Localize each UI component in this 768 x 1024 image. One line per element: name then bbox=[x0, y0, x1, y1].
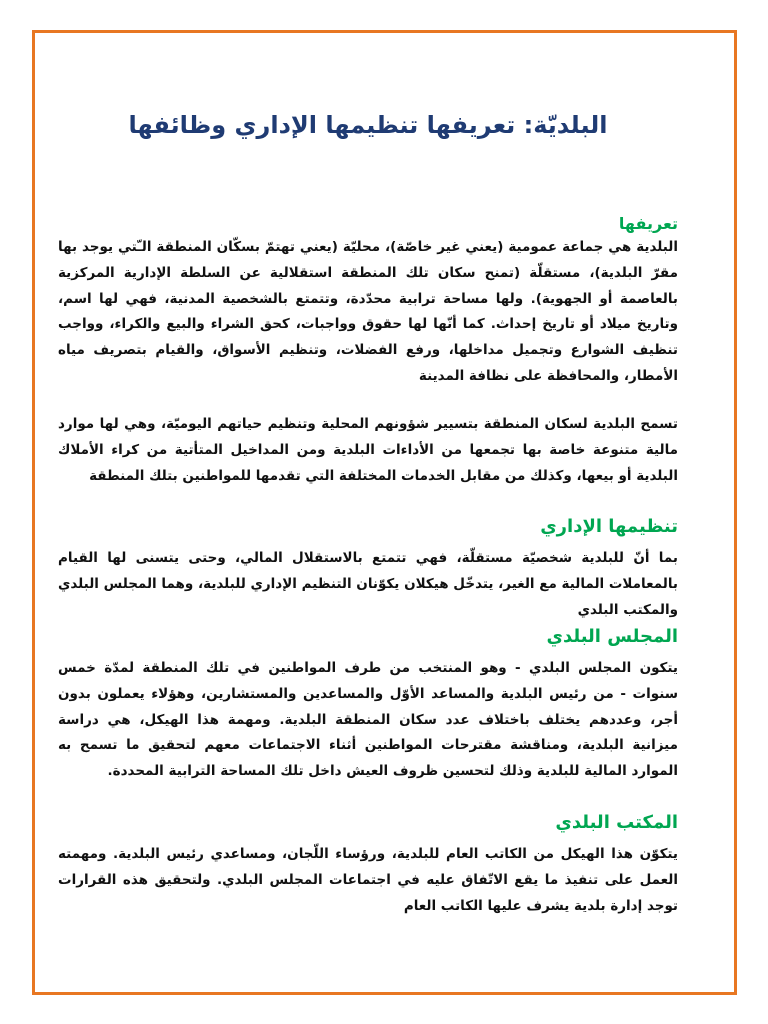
section-heading-office: المكتب البلدي bbox=[555, 812, 678, 833]
definition-paragraph-1: البلدية هي جماعة عمومية (يعني غير خاصّة)، محليّة (يعني تهتمّ بسكّان المنطقة الـّتي يوجد بها مقرّ البلدية)، مستقلّة (تمنح سكان تلك المنطقة استقلالية عن السلطة الإدارية المركزية بالعاصمة أو الجهوية). ولها مساحة ترابية محدّدة، وتتمتع بالشخصية المدنية، فهي لها اسم، وتاريخ ميلاد أو تاريخ إحداث. كما أنّها لها حقوق وواجبات، كحق الشراء والبيع والكراء، وواجب تنظيف الشوارع وتجميل مداخلها، ورفع الفضلات، وتنظيم الأسواق، والقيام بتصريف مياه الأمطار، والمحافظة على نظافة المدينة bbox=[58, 239, 678, 384]
office-paragraph: يتكوّن هذا الهيكل من الكاتب العام للبلدية، ورؤساء اللّجان، ومساعدي رئيس البلدية. ومهمته العمل على تنفيذ ما يقع الاتّفاق عليه في اجتماعات المجلس البلدي. ولتحقيق هذه القرارات توجد إدارة بلدية يشرف عليها الكاتب العام bbox=[58, 846, 678, 914]
section-heading-council: المجلس البلدي bbox=[546, 626, 678, 647]
definition-paragraph-2: تسمح البلدية لسكان المنطقة بتسيير شؤونهم المحلية وتنظيم حياتهم اليوميّة، وهي لها موارد مالية متنوعة خاصة بها تجمعها من الأداءات البلدية ومن المداخيل المتأتية من كراء الأملاك البلدية أو بيعها، وكذلك من مقابل الخدمات المختلفة التي تقدمها للمواطنين بتلك المنطقة bbox=[58, 416, 678, 484]
organization-paragraph: بما أنّ للبلدية شخصيّة مستقلّة، فهي تتمتع بالاستقلال المالي، وحتى يتسنى لها القيام بالمعاملات المالية مع الغير، يتدخّل هيكلان يكوّنان التنظيم الإداري للبلدية، وهما المجلس البلدي والمكتب البلدي bbox=[58, 550, 678, 618]
page-title: البلديّة: تعريفها تنظيمها الإداري وظائفها bbox=[128, 111, 608, 139]
section-heading-organization: تنظيمها الإداري bbox=[540, 516, 678, 537]
section-heading-definition: تعريفها bbox=[618, 214, 678, 233]
council-paragraph: يتكون المجلس البلدي - وهو المنتخب من طرف المواطنين في تلك المنطقة لمدّة خمس سنوات - من رئيس البلدية والمساعد الأوّل والمساعدين والمستشارين، وهؤلاء يعملون بدون أجر، وعددهم يختلف باختلاف عدد سكان المنطقة البلدية. ومهمة هذا الهيكل، هي دراسة ميزانية البلدية، ومناقشة مقترحات المواطنين أثناء الاجتماعات معهم لتحقيق ما تسمح به الموارد المالية للبلدية وذلك لتحسين ظروف العيش داخل تلك المساحة الترابية المحددة. bbox=[58, 660, 678, 780]
